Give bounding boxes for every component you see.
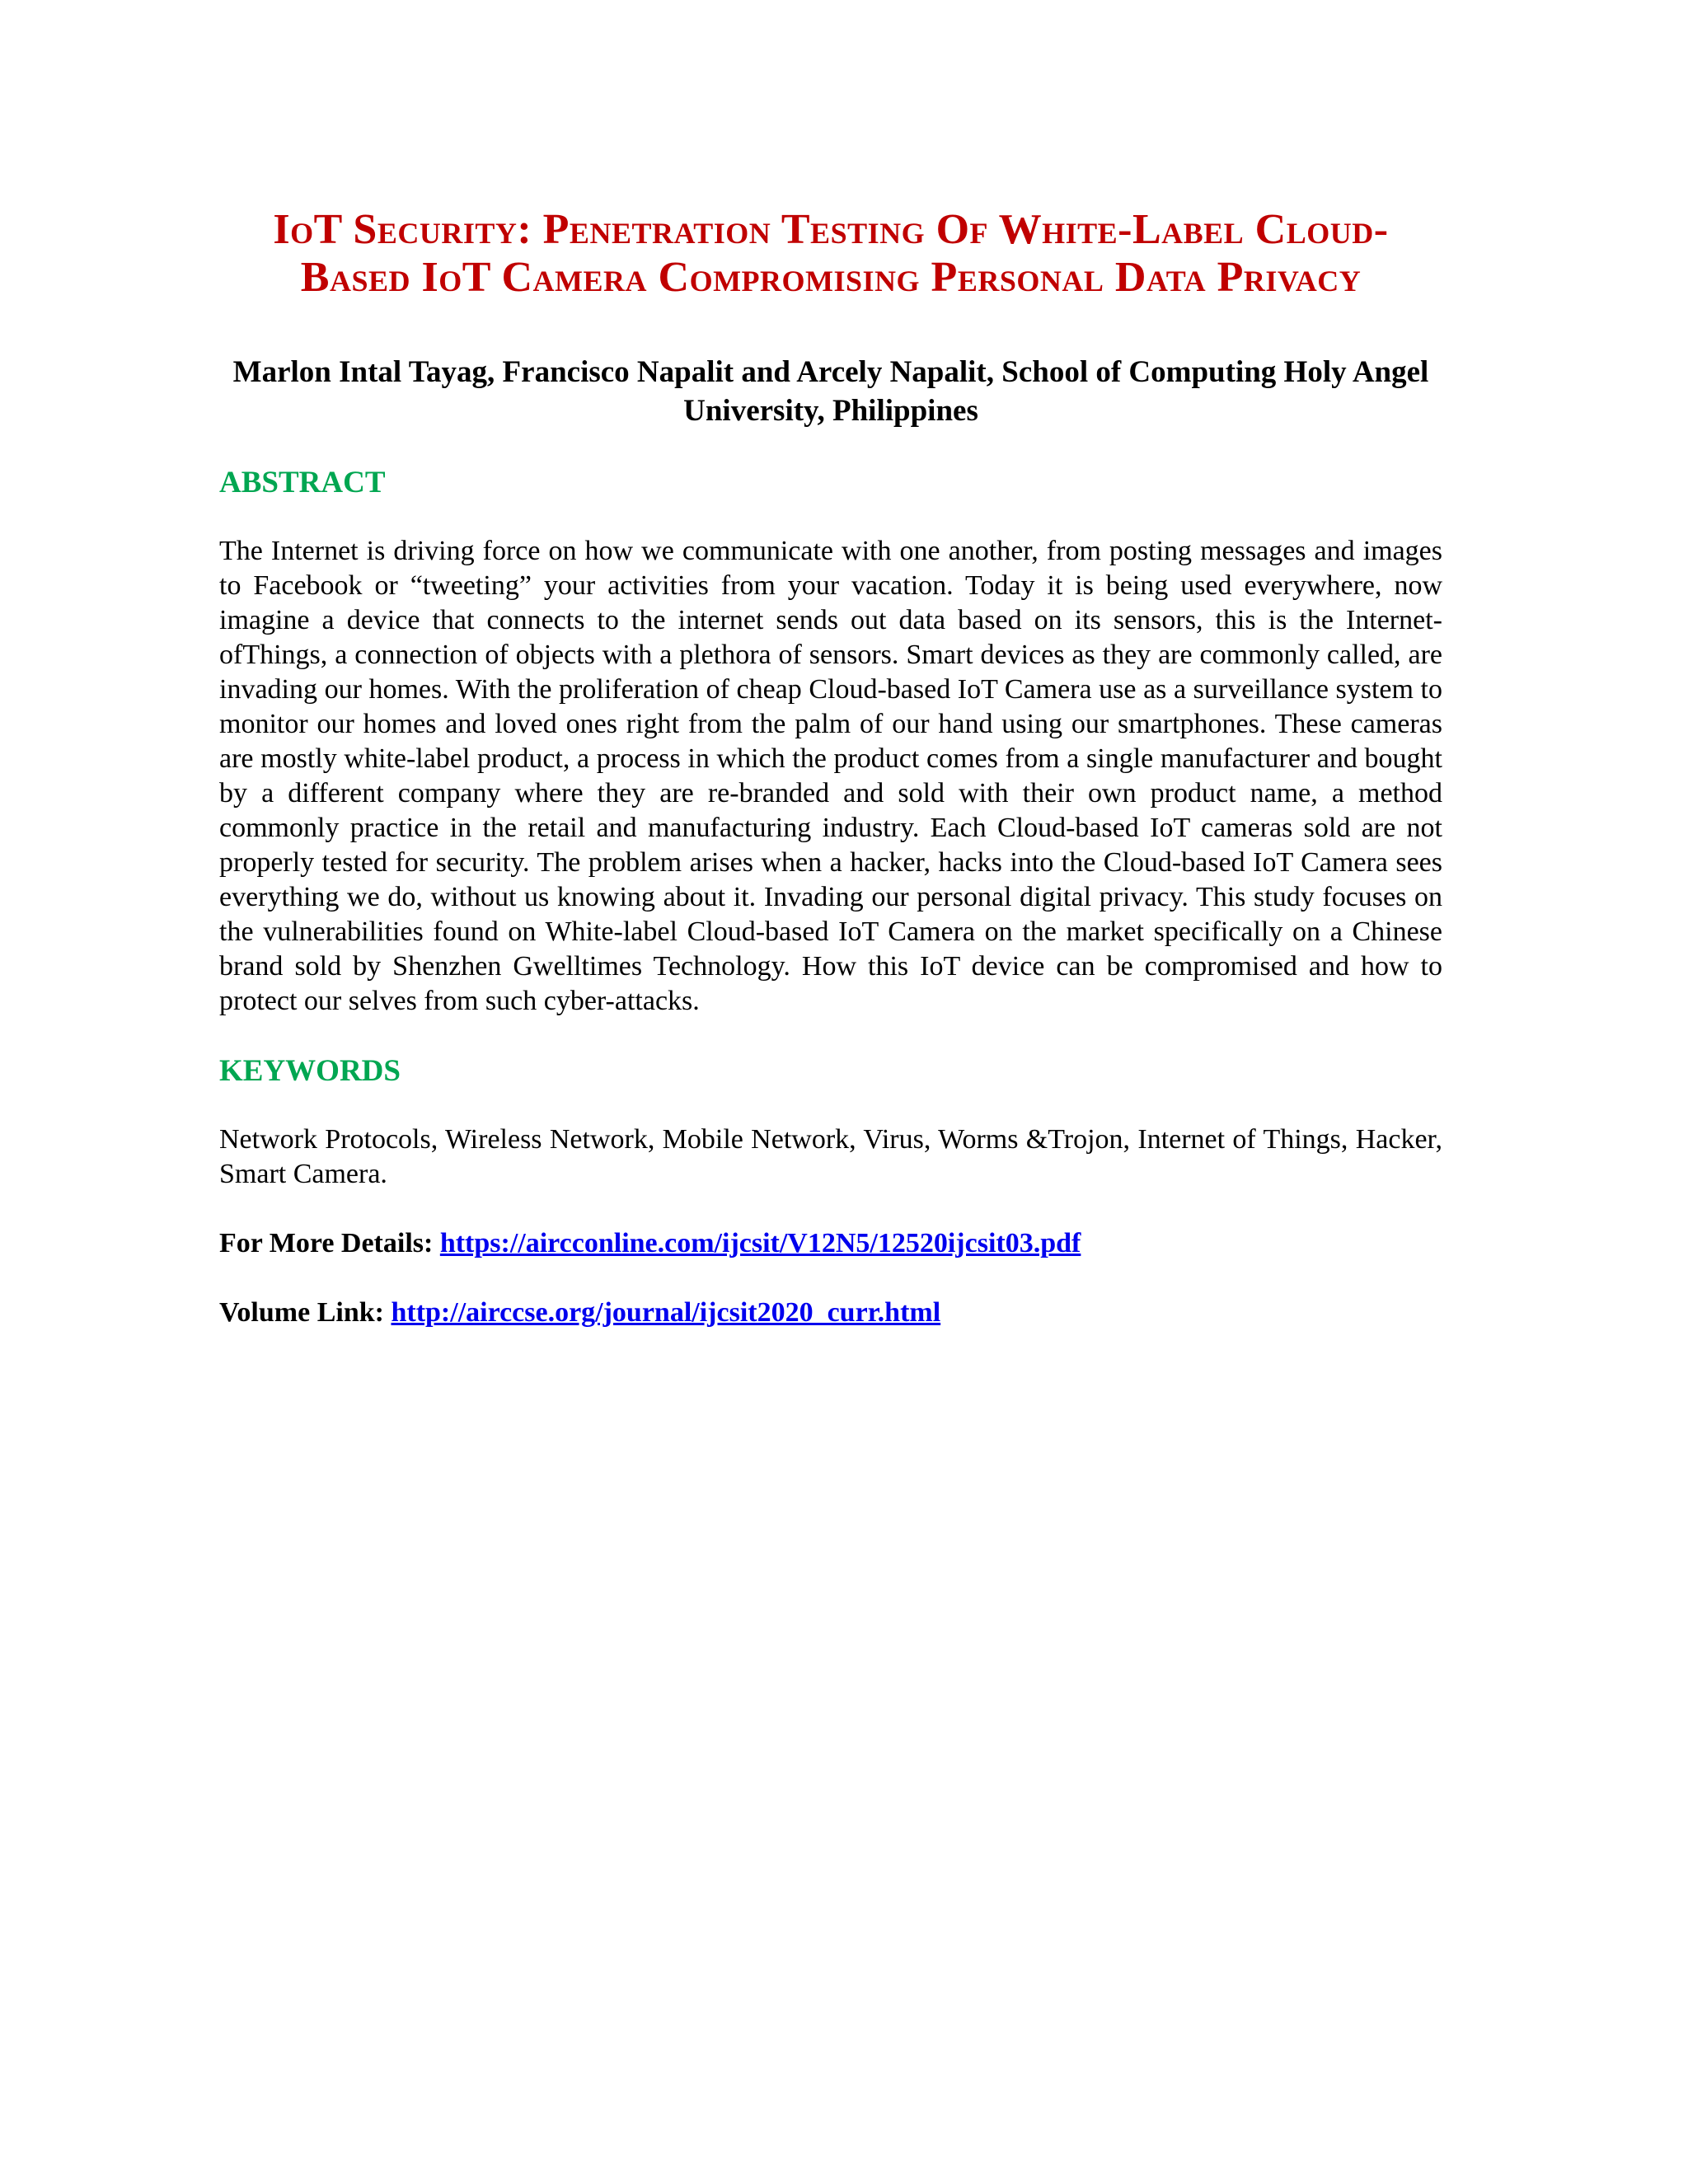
volume-link[interactable]: http://airccse.org/journal/ijcsit2020_curr.html: [391, 1297, 941, 1328]
keywords-text: Network Protocols, Wireless Network, Mobile Network, Virus, Worms &Trojon, Internet of Things, Hacker, Smart Camera.: [219, 1124, 1442, 1189]
details-link[interactable]: https://aircconline.com/ijcsit/V12N5/12520ijcsit03.pdf: [439, 1228, 1081, 1258]
paper-page: [219, 206, 1442, 1330]
volume-label: Volume Link:: [219, 1297, 384, 1328]
volume-line: [219, 1296, 1442, 1330]
details-label: For More Details:: [219, 1228, 434, 1258]
keywords-heading: KEYWORDS: [219, 1054, 401, 1088]
abstract-text: The Internet is driving force on how we communicate with one another, from posting messages and images to Facebook or “tweeting” your activities from your vacation. Today it is being used everywhere, now imagine a device that connects to the internet sends out data based on its sensors, this is the Internet-ofThings, a connection of objects with a plethora of sensors. Smart devices as they are commonly called, are invading our homes. With the proliferation of cheap Cloud-based IoT Camera use as a surveillance system to monitor our homes and loved ones right from the palm of our hand using our smartphones. These cameras are mostly white-label product, a process in which the product comes from a single manufacturer and bought by a different company where they are re-branded and sold with their own product name, a method commonly practice in the retail and manufacturing industry. Each Cloud-based IoT cameras sold are not properly tested for security. The problem arises when a hacker, hacks into the Cloud-based IoT Camera sees everything we do, without us knowing about it. Invading our personal digital privacy. This study focuses on the vulnerabilities found on White-label Cloud-based IoT Camera on the market specifically on a Chinese brand sold by Shenzhen Gwelltimes Technology. How this IoT device can be compromised and how to protect our selves from such cyber-attacks.: [219, 536, 1442, 1016]
paper-authors: Marlon Intal Tayag, Francisco Napalit and Arcely Napalit, School of Computing Holy Angel University, Philippines: [232, 355, 1429, 428]
details-line: [219, 1226, 1442, 1261]
paper-title: IoT Security: Penetration Testing Of White-Label Cloud-Based IoT Camera Compromising Personal Data Privacy: [273, 206, 1389, 301]
abstract-heading: ABSTRACT: [219, 466, 386, 499]
